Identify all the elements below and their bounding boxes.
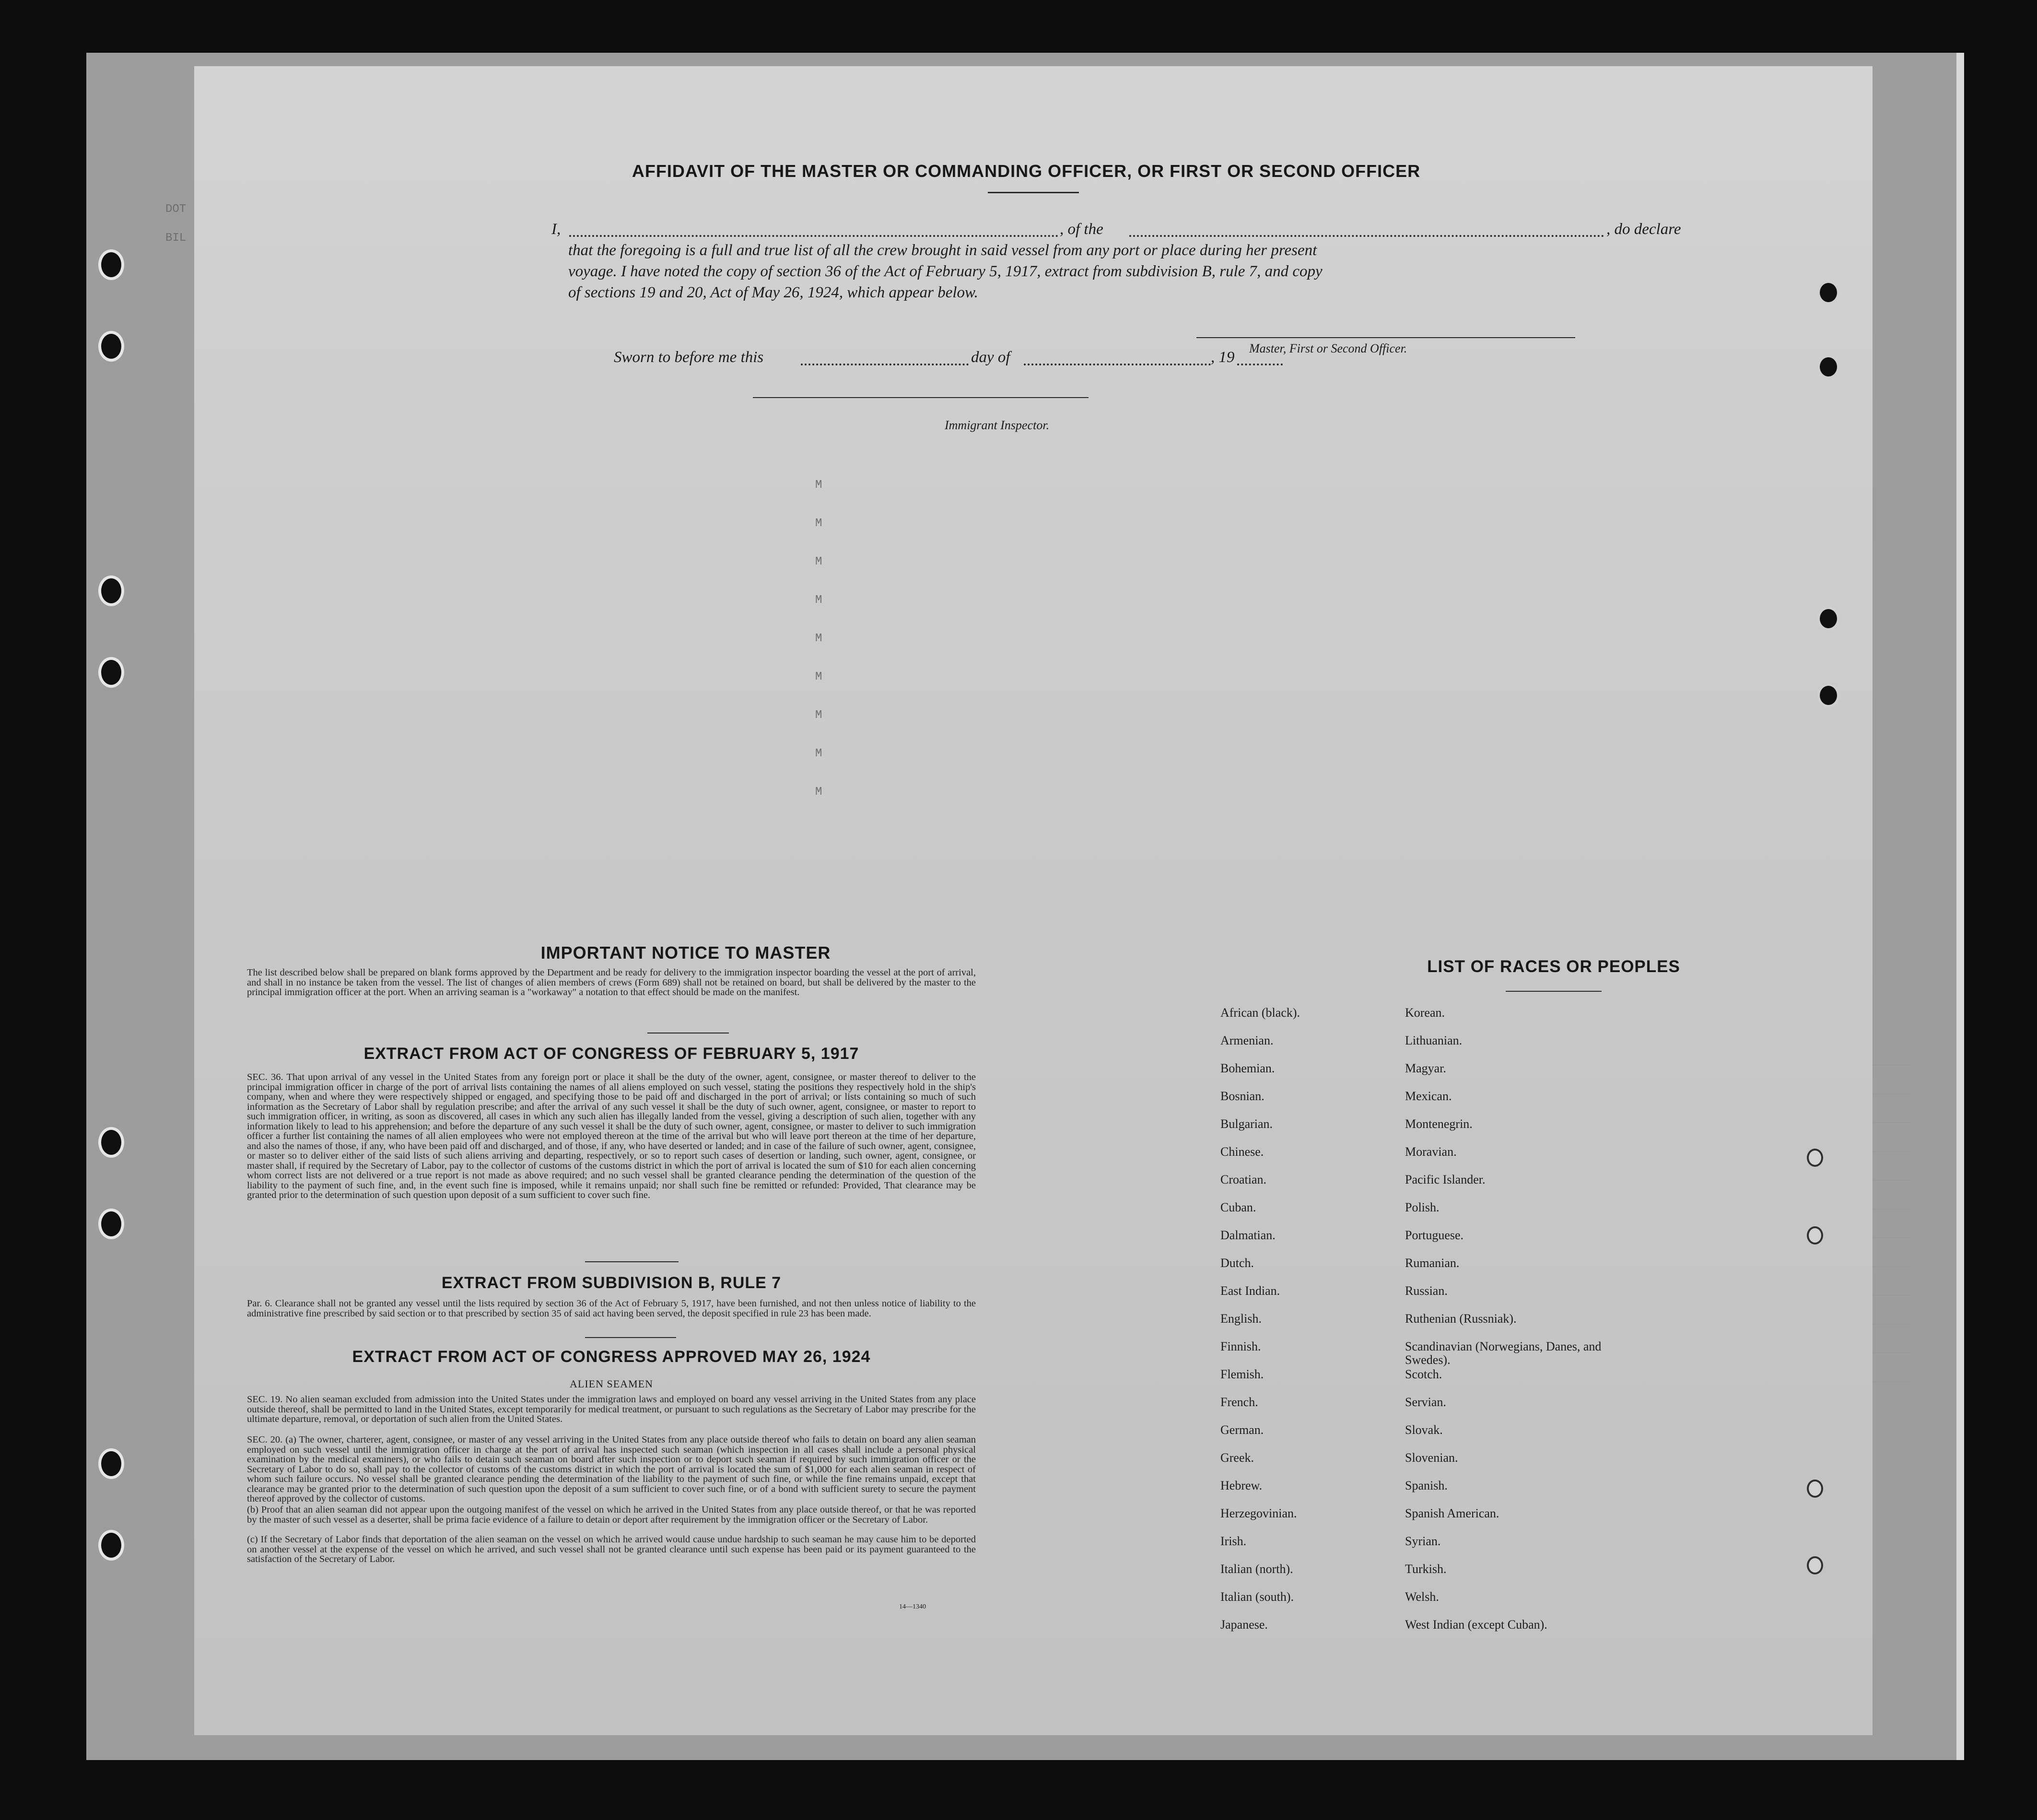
affidavit-line-4: of sections 19 and 20, Act of May 26, 1924, which appear below. bbox=[568, 284, 978, 301]
signature-line bbox=[1196, 337, 1575, 338]
ruled-line bbox=[1873, 1295, 1911, 1296]
ruled-line bbox=[1873, 1237, 1911, 1238]
divider bbox=[585, 1337, 676, 1338]
name-blank bbox=[569, 235, 1058, 237]
year-blank bbox=[1237, 364, 1283, 365]
race-item: German. bbox=[1220, 1423, 1264, 1437]
month-blank bbox=[1024, 364, 1211, 365]
race-item: Lithuanian. bbox=[1405, 1033, 1463, 1047]
ruled-line bbox=[1873, 1266, 1911, 1267]
race-item: Croatian. bbox=[1220, 1173, 1267, 1186]
race-item: Pacific Islander. bbox=[1405, 1173, 1486, 1186]
extract-1917-title: EXTRACT FROM ACT OF CONGRESS OF FEBRUARY 5, 1917 bbox=[363, 1045, 859, 1063]
title-underline bbox=[988, 192, 1079, 193]
race-item: Bosnian. bbox=[1220, 1089, 1264, 1103]
binder-hole bbox=[98, 575, 124, 606]
bleed-mark: M bbox=[815, 670, 822, 683]
inspector-line bbox=[753, 397, 1089, 398]
sworn-day-blank bbox=[801, 364, 969, 365]
races-title: LIST OF RACES OR PEOPLES bbox=[1427, 957, 1680, 976]
inspector-caption: Immigrant Inspector. bbox=[945, 418, 1050, 432]
race-item: Finnish. bbox=[1220, 1339, 1261, 1353]
sec-19: SEC. 19. No alien seaman excluded from admission into the United States under the immigration laws and employed on board any vessel arriving in the United States from any place outside thereof, shall be permitted to land in the United States, except temporarily for medical treatment, or pursuant to such regulations as the Secretary of Labor may prescribe for the ultimate departure, removal, or deportation of such alien from the United States. bbox=[247, 1394, 976, 1424]
race-item: Italian (south). bbox=[1220, 1590, 1294, 1604]
punch-hole bbox=[1807, 1556, 1823, 1574]
extract-1924-title: EXTRACT FROM ACT OF CONGRESS APPROVED MAY 26, 1924 bbox=[352, 1348, 871, 1366]
punch-hole bbox=[1817, 607, 1839, 631]
punch-hole bbox=[1817, 683, 1839, 707]
races-column-2 bbox=[1405, 1006, 1606, 1646]
ruled-line bbox=[1873, 1352, 1911, 1353]
race-item: Rumanian. bbox=[1405, 1256, 1460, 1270]
bleed-mark: M bbox=[815, 632, 822, 645]
alien-seamen-subtitle: ALIEN SEAMEN bbox=[570, 1378, 653, 1390]
race-item: Bulgarian. bbox=[1220, 1117, 1273, 1131]
bleed-text: BIL bbox=[165, 232, 187, 245]
race-item: Magyar. bbox=[1405, 1061, 1446, 1075]
binder-hole bbox=[98, 657, 124, 688]
race-item: Dalmatian. bbox=[1220, 1228, 1276, 1242]
race-item: Portuguese. bbox=[1405, 1228, 1464, 1242]
bleed-mark: M bbox=[815, 479, 822, 492]
race-item: African (black). bbox=[1220, 1006, 1300, 1020]
race-item: Armenian. bbox=[1220, 1033, 1274, 1047]
race-item: Flemish. bbox=[1220, 1367, 1264, 1381]
race-item: Slovenian. bbox=[1405, 1451, 1458, 1465]
races-column-1 bbox=[1220, 1006, 1422, 1646]
affidavit-line-2: that the foregoing is a full and true list of all the crew brought in said vessel from any port or place during her present bbox=[568, 242, 1317, 259]
race-item: Hebrew. bbox=[1220, 1479, 1263, 1492]
race-item: Polish. bbox=[1405, 1200, 1440, 1214]
race-item: Japanese. bbox=[1220, 1618, 1268, 1632]
sec-20a: SEC. 20. (a) The owner, charterer, agent, consignee, or master of any vessel arriving in the United States from any place outside thereof who fails to detain on board any alien seaman employed on such vessel until the immigration officer in charge at the port of arrival has inspected such seaman (which inspection in all cases shall include a personal physical examination by the medical examiners), or who fails to detain such seaman on board after such inspection or to deport such seaman if required by such immigration officer or the Secretary of Labor to do so, shall pay to the collector of customs of the customs district in which the port of arrival is located the sum of $1,000 for each alien seaman in respect of whom such failure occurs. No vessel shall be granted clearance pending the determination of the liability to the payment of such fine, or while the fine remains unpaid, except that clearance may be granted prior to the determination of such question upon the deposit of a sum sufficient to cover such fine, or of a bond with sufficient surety to secure the payment thereof approved by the collector of customs. bbox=[247, 1434, 976, 1504]
sec-20b: (b) Proof that an alien seaman did not appear upon the outgoing manifest of the vessel on which he arrived in the United States from any place outside thereof, or that he was reported by the master of such vessel as a deserter, shall be prima facie evidence of a failure to detain or deport after requirement by the immigration officer or the Secretary of Labor. bbox=[247, 1504, 976, 1525]
affidavit-title: AFFIDAVIT OF THE MASTER OR COMMANDING OFFICER, OR FIRST OR SECOND OFFICER bbox=[632, 161, 1421, 181]
ruled-line bbox=[1873, 1324, 1911, 1325]
punch-hole bbox=[1807, 1226, 1823, 1245]
race-item: West Indian (except Cuban). bbox=[1405, 1618, 1547, 1632]
punch-hole bbox=[1807, 1479, 1823, 1498]
binder-hole bbox=[98, 1209, 124, 1239]
bleed-mark: M bbox=[815, 517, 822, 530]
race-item: Servian. bbox=[1405, 1395, 1446, 1409]
binder-hole bbox=[98, 1530, 124, 1561]
race-item: Syrian. bbox=[1405, 1534, 1441, 1548]
day-of-text: day of bbox=[971, 349, 1010, 366]
race-item: Irish. bbox=[1220, 1534, 1247, 1548]
race-item: Turkish. bbox=[1405, 1562, 1447, 1576]
race-item: Dutch. bbox=[1220, 1256, 1254, 1270]
ruled-line bbox=[1873, 1151, 1911, 1152]
punch-hole bbox=[1817, 355, 1839, 379]
punch-hole bbox=[1807, 1149, 1823, 1167]
extract-1917-body: SEC. 36. That upon arrival of any vessel in the United States from any foreign port or place it shall be the duty of the owner, agent, consignee, or master thereof to deliver to the principal immigration officer in charge of the port of arrival lists containing the names of all aliens employed on such vessel, stating the positions they respectively hold in the ship's company, when and where they were respectively shipped or engaged, and specifying those to be paid off and discharged in the port of arrival; or lists containing so much of such information as the Secretary of Labor shall by regulation prescribe; and after the arrival of any such vessel it shall be the duty of such owner, agent, consignee, or master to report to such immigration officer, in writing, as soon as discovered, all cases in which any such alien has illegally landed from the vessel, giving a description of such alien, together with any information likely to lead to his apprehension; and before the departure of any such vessel it shall be the duty of such owner, agent, consignee, or master to deliver to such immigration officer a further list containing the names of all alien employees who were not employed thereon at the time of the arrival but who will leave port thereon at the time of her departure, and also the names of those, if any, who have been paid off and discharged, and of those, if any, who have deserted or landed; and in case of the failure of such owner, agent, consignee, or master so to deliver either of the said lists of such aliens arriving and departing, respectively, or so to report such cases of desertion or landing, such owner, agent, consignee, or master shall, if required by the Secretary of Labor, pay to the collector of customs of the customs district in which the port of arrival is located the sum of $10 for each alien concerning whom correct lists are not delivered or a true report is not made as above required; and no such vessel shall be granted clearance pending the determination of the question of the liability to the payment of such fine, and, in the event such fine is imposed, while it remains unpaid; nor shall such fine be remitted or refunded: Provided, That clearance may be granted prior to the determination of such question upon deposit of a sum sufficient to cover such fine. bbox=[247, 1072, 976, 1200]
race-item: Spanish American. bbox=[1405, 1506, 1499, 1520]
punch-hole bbox=[1817, 281, 1839, 305]
race-item: Herzegovinian. bbox=[1220, 1506, 1297, 1520]
race-item: Spanish. bbox=[1405, 1479, 1448, 1492]
race-item: Bohemian. bbox=[1220, 1061, 1275, 1075]
sworn-text: Sworn to before me this bbox=[614, 349, 764, 366]
vessel-blank bbox=[1129, 235, 1604, 237]
race-item: Moravian. bbox=[1405, 1145, 1457, 1159]
race-item: English. bbox=[1220, 1312, 1262, 1326]
divider bbox=[585, 1261, 679, 1262]
bleed-text: DOT bbox=[165, 203, 187, 216]
race-item: Russian. bbox=[1405, 1284, 1448, 1298]
ruled-line bbox=[1873, 1093, 1911, 1094]
notice-body: The list described below shall be prepared on blank forms approved by the Department and be ready for delivery to the immigration inspector boarding the vessel at the port of arrival, and shall in no instance be taken from the vessel. The list of changes of alien members of crews (Form 689) shall not be retained on board, but shall be delivered by the master to the principal immigration officer at the port. When an arriving seaman is a "workaway" a notation to that effect should be made on the manifest. bbox=[247, 967, 976, 998]
year-prefix: , 19 bbox=[1211, 349, 1235, 366]
race-item: Scandinavian (Norwegians, Danes, and Swedes). bbox=[1405, 1339, 1602, 1367]
bleed-mark: M bbox=[815, 709, 822, 722]
ruled-line bbox=[1873, 1381, 1911, 1382]
race-item: East Indian. bbox=[1220, 1284, 1280, 1298]
race-item: French. bbox=[1220, 1395, 1258, 1409]
binder-hole bbox=[98, 1448, 124, 1479]
ruled-line bbox=[1873, 1065, 1911, 1066]
affidavit-of-the: , of the bbox=[1060, 221, 1103, 238]
bleed-mark: M bbox=[815, 555, 822, 568]
race-item: Slovak. bbox=[1405, 1423, 1443, 1437]
race-item: Cuban. bbox=[1220, 1200, 1256, 1214]
bleed-mark: M bbox=[815, 594, 822, 607]
ruled-line bbox=[1873, 1122, 1911, 1123]
document-page bbox=[165, 66, 1873, 1735]
notice-title: IMPORTANT NOTICE TO MASTER bbox=[540, 943, 831, 963]
extract-rule7-body: Par. 6. Clearance shall not be granted any vessel until the lists required by section 36 of the Act of February 5, 1917, have been furnished, and not then unless notice of liability to the administrative fine prescribed by said section or to that prescribed by section 35 of said act having been served, the deposit specified in rule 23 has been made. bbox=[247, 1298, 976, 1319]
race-item: Korean. bbox=[1405, 1006, 1445, 1020]
binder-hole bbox=[98, 1127, 124, 1158]
race-item: Scotch. bbox=[1405, 1367, 1442, 1381]
race-item: Montenegrin. bbox=[1405, 1117, 1473, 1131]
race-item: Ruthenian (Russniak). bbox=[1405, 1312, 1517, 1326]
signature-caption: Master, First or Second Officer. bbox=[1249, 341, 1407, 355]
affidavit-declare: , do declare bbox=[1606, 221, 1681, 238]
sec-20c: (c) If the Secretary of Labor finds that deportation of the alien seaman on the vessel on which he arrived would cause undue hardship to such seaman he may cause him to be deported on another vessel at the expense of the vessel on which he arrived, and such vessel shall not be granted clearance until such expense has been paid or its payment guaranteed to the satisfaction of the Secretary of Labor. bbox=[247, 1534, 976, 1564]
binder-hole bbox=[98, 331, 124, 362]
races-underline bbox=[1506, 991, 1602, 992]
bleed-mark: M bbox=[815, 747, 822, 760]
ruled-line bbox=[1873, 1180, 1911, 1181]
race-item: Italian (north). bbox=[1220, 1562, 1293, 1576]
affidavit-line-3: voyage. I have noted the copy of section 36 of the Act of February 5, 1917, extract from subdivision B, rule 7, and copy bbox=[568, 263, 1323, 280]
race-item: Welsh. bbox=[1405, 1590, 1439, 1604]
extract-rule7-title: EXTRACT FROM SUBDIVISION B, RULE 7 bbox=[441, 1274, 782, 1292]
binder-hole bbox=[98, 249, 124, 280]
race-item: Mexican. bbox=[1405, 1089, 1452, 1103]
affidavit-i: I, bbox=[551, 221, 561, 238]
form-number: 14—1340 bbox=[899, 1603, 926, 1610]
race-item: Chinese. bbox=[1220, 1145, 1264, 1159]
bleed-mark: M bbox=[815, 786, 822, 798]
race-item: Greek. bbox=[1220, 1451, 1254, 1465]
